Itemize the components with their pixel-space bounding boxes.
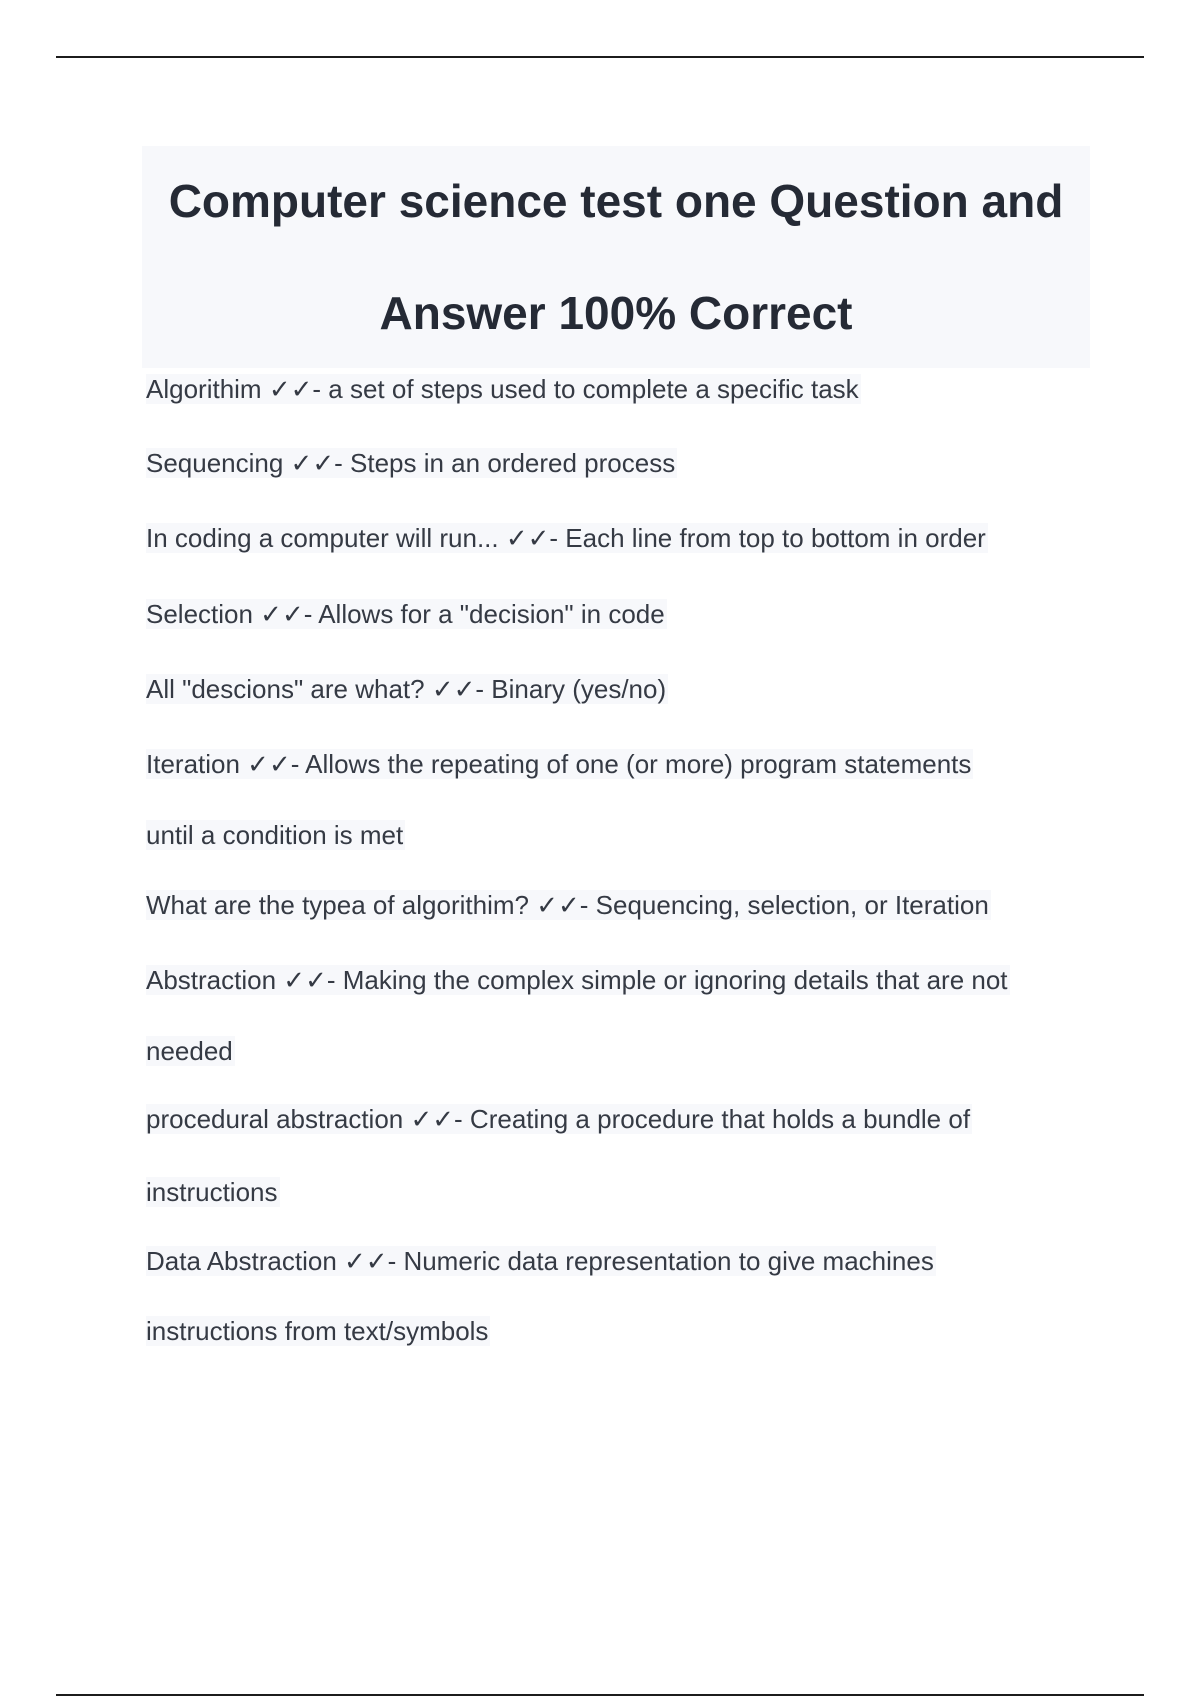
qa-line <box>146 372 861 406</box>
title-block <box>142 146 1090 368</box>
top-rule <box>56 56 1144 58</box>
qa-line <box>146 818 405 852</box>
qa-text: instructions <box>146 1177 278 1207</box>
qa-line <box>146 1244 936 1278</box>
qa-text: instructions from text/symbols <box>146 1316 489 1346</box>
qa-line <box>146 963 1010 997</box>
bottom-rule <box>56 1694 1144 1696</box>
qa-text: needed <box>146 1036 233 1066</box>
qa-text: All "descions" are what? ✓✓- Binary (yes/no) <box>146 674 667 704</box>
qa-line <box>146 446 677 480</box>
qa-text: until a condition is met <box>146 820 404 850</box>
qa-text: Data Abstraction ✓✓- Numeric data representation to give machines <box>146 1246 934 1276</box>
qa-text: What are the typea of algorithim? ✓✓- Sequencing, selection, or Iteration <box>146 890 989 920</box>
page-title-line-2: Answer 100% Correct <box>379 287 853 339</box>
qa-line <box>146 521 988 555</box>
qa-line <box>146 888 991 922</box>
qa-line <box>146 1102 972 1136</box>
qa-text: Abstraction ✓✓- Making the complex simple or ignoring details that are not <box>146 965 1008 995</box>
qa-text: procedural abstraction ✓✓- Creating a procedure that holds a bundle of <box>146 1104 971 1134</box>
page-title-line-1: Computer science test one Question and <box>168 175 1064 227</box>
qa-line <box>146 1175 280 1209</box>
qa-text: Selection ✓✓- Allows for a "decision" in code <box>146 599 665 629</box>
qa-text: Sequencing ✓✓- Steps in an ordered process <box>146 448 676 478</box>
qa-line <box>146 1314 490 1348</box>
qa-text: Algorithim ✓✓- a set of steps used to complete a specific task <box>146 374 859 404</box>
qa-line <box>146 1034 235 1068</box>
qa-text: In coding a computer will run... ✓✓- Each line from top to bottom in order <box>146 523 986 553</box>
qa-text: Iteration ✓✓- Allows the repeating of one (or more) program statements <box>146 749 972 779</box>
qa-line <box>146 672 668 706</box>
qa-line <box>146 747 973 781</box>
qa-line <box>146 597 667 631</box>
